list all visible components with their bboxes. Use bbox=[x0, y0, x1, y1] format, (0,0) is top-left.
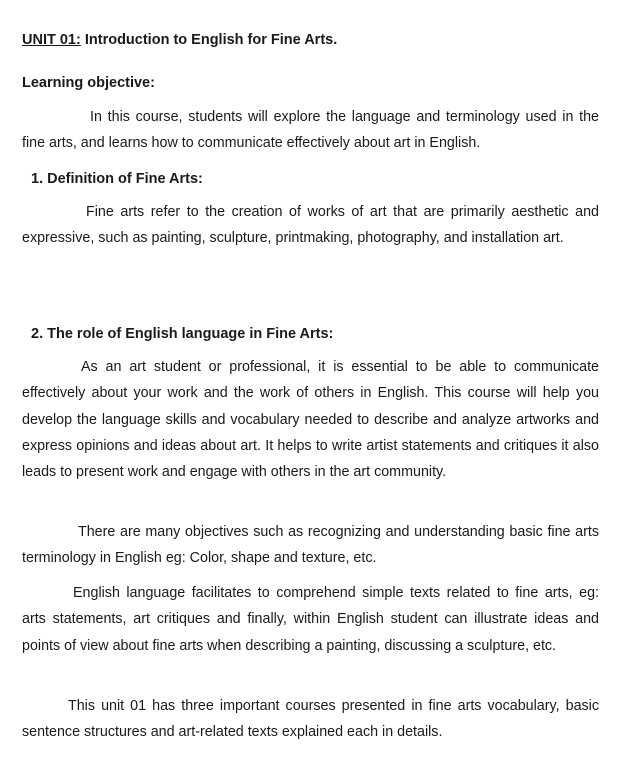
section-heading-role: 2. The role of English language in Fine Arts: bbox=[31, 326, 334, 342]
objectives-paragraph: There are many objectives such as recognizing and understanding basic fine arts terminology in English eg: Color, shape and texture, etc. bbox=[22, 524, 599, 567]
document-title bbox=[22, 32, 337, 48]
role-paragraph: As an art student or professional, it is essential to be able to communicate effectively about your work and the work of others in English. This course will help you develop the language skills and vocabulary needed to describe and analyze artworks and express opinions and ideas about art. It helps to write artist statements and critiques it also leads to present work and engage with others in the art community. bbox=[22, 359, 599, 481]
definition-paragraph: Fine arts refer to the creation of works of art that are primarily aesthetic and expressive, such as painting, sculpture, printmaking, photography, and installation art. bbox=[22, 204, 599, 247]
learning-objective-heading: Learning objective: bbox=[22, 75, 155, 91]
section-heading-definition: 1. Definition of Fine Arts: bbox=[31, 171, 203, 187]
unit-label: UNIT 01: bbox=[22, 32, 81, 48]
title-text: Introduction to English for Fine Arts. bbox=[80, 32, 338, 48]
objective-paragraph: In this course, students will explore the language and terminology used in the fine arts, and learns how to communicate effectively about art in English. bbox=[22, 109, 599, 152]
unit-summary-paragraph: This unit 01 has three important courses presented in fine arts vocabulary, basic sentence structures and art-related texts explained each in details. bbox=[22, 698, 599, 741]
comprehension-paragraph: English language facilitates to comprehend simple texts related to fine arts, eg: arts statements, art critiques and finally, within English student can illustrate ideas and points of view about fine arts when describing a painting, discussing a sculpture, etc. bbox=[22, 585, 599, 654]
